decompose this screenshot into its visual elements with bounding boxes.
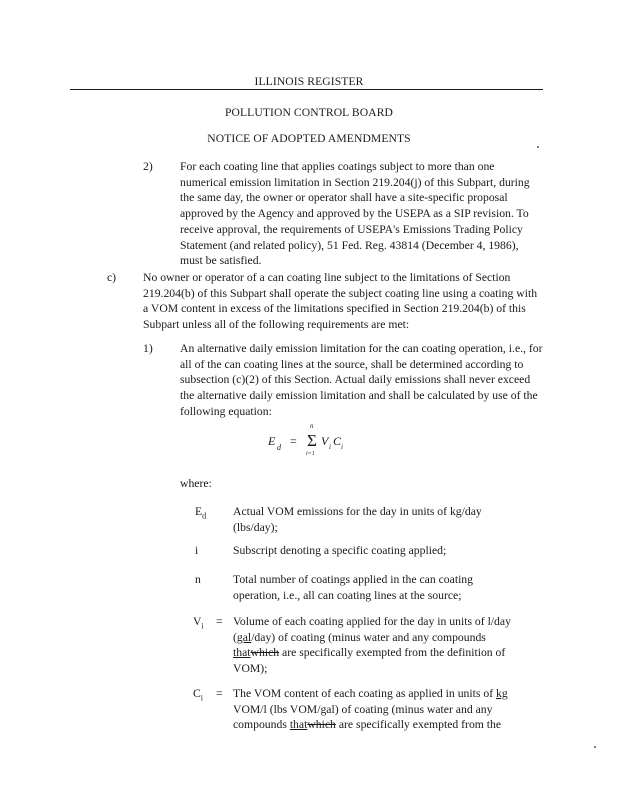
item-1-text: An alternative daily emission limitation for the can coating operation, i.e., for all of the can coating lines at the source, shall be determined according to subsection (c)(2) of this Section. Actual daily emissions shall never exceed the alternative daily emission limitation and shall be calculated by use of the following equation: — [180, 342, 543, 418]
def-ed-symbol: $E_d$ — [195, 505, 207, 521]
eq-term-c: C — [333, 434, 342, 448]
register-header: ILLINOIS REGISTER — [254, 75, 364, 88]
def-i-text: Subscript denoting a specific coating applied; — [233, 544, 447, 557]
def-ci-equals: = — [216, 687, 223, 700]
board-title: POLLUTION CONTROL BOARD — [224, 106, 394, 119]
eq-term-v-sub: i — [329, 443, 331, 451]
item-c-text: No owner or operator of a can coating line subject to the limitations of Section 219.204(b) of this Subpart shall operate the subject coating line using a coating with a VOM content in excess of the limitations specified in Section 219.204(b) of this Subpart unless all of the following requirements are met: — [143, 271, 538, 332]
item-c-label: c) — [107, 271, 117, 284]
def-vi-symbol: $V_i$ — [193, 615, 204, 631]
def-n-text: Total number of coatings applied in the can coating operation, i.e., all can coating lines at the source; — [233, 573, 473, 602]
def-vi-equals: = — [216, 615, 223, 628]
eq-upper: n — [310, 422, 314, 430]
item-2-label: 2) — [143, 160, 153, 173]
def-ed-text: Actual VOM emissions for the day in units of kg/day (lbs/day); — [233, 505, 482, 534]
def-vi-text: Volume of each coating applied for the day in units of l/day (gal/day) of coating (minus water and any compounds thatwhich are specifically exempted from the definition of VOM); — [233, 615, 511, 675]
eq-term-v: V — [321, 434, 329, 448]
def-i-symbol: i — [195, 544, 199, 557]
def-ci-symbol: $C_i$ — [193, 687, 204, 703]
eq-lhs: E — [268, 434, 276, 448]
speck-mark-bottom — [594, 746, 596, 748]
eq-equals: = — [290, 434, 297, 448]
header-rule — [70, 89, 543, 90]
eq-lhs-sub: d — [277, 443, 281, 452]
notice-title: NOTICE OF ADOPTED AMENDMENTS — [207, 132, 411, 145]
item-1-label: 1) — [143, 342, 153, 355]
where-label: where: — [180, 477, 212, 490]
def-ci-text: The VOM content of each coating as applied in units of kg VOM/l (lbs VOM/gal) of coating (minus water and any compounds thatwhich are specifically exempted from the — [233, 687, 508, 731]
eq-term-c-sub: i — [341, 443, 343, 451]
eq-lower: i=1 — [306, 451, 315, 457]
emission-equation — [268, 422, 378, 464]
def-n-symbol: n — [195, 573, 201, 586]
eq-sum: Σ — [307, 431, 317, 450]
item-2-text: For each coating line that applies coatings subject to more than one numerical emission limitation in Section 219.204(j) of this Subpart, during the same day, the owner or operator shall have a site-specific proposal approved by the Agency and approved by the USEPA as a SIP revision. To receive approval, the requirements of USEPA's Emissions Trading Policy Statement (and related policy), 51 Fed. Reg. 43814 (December 4, 1986), must be satisfied. — [180, 160, 530, 268]
speck-mark — [537, 146, 539, 148]
